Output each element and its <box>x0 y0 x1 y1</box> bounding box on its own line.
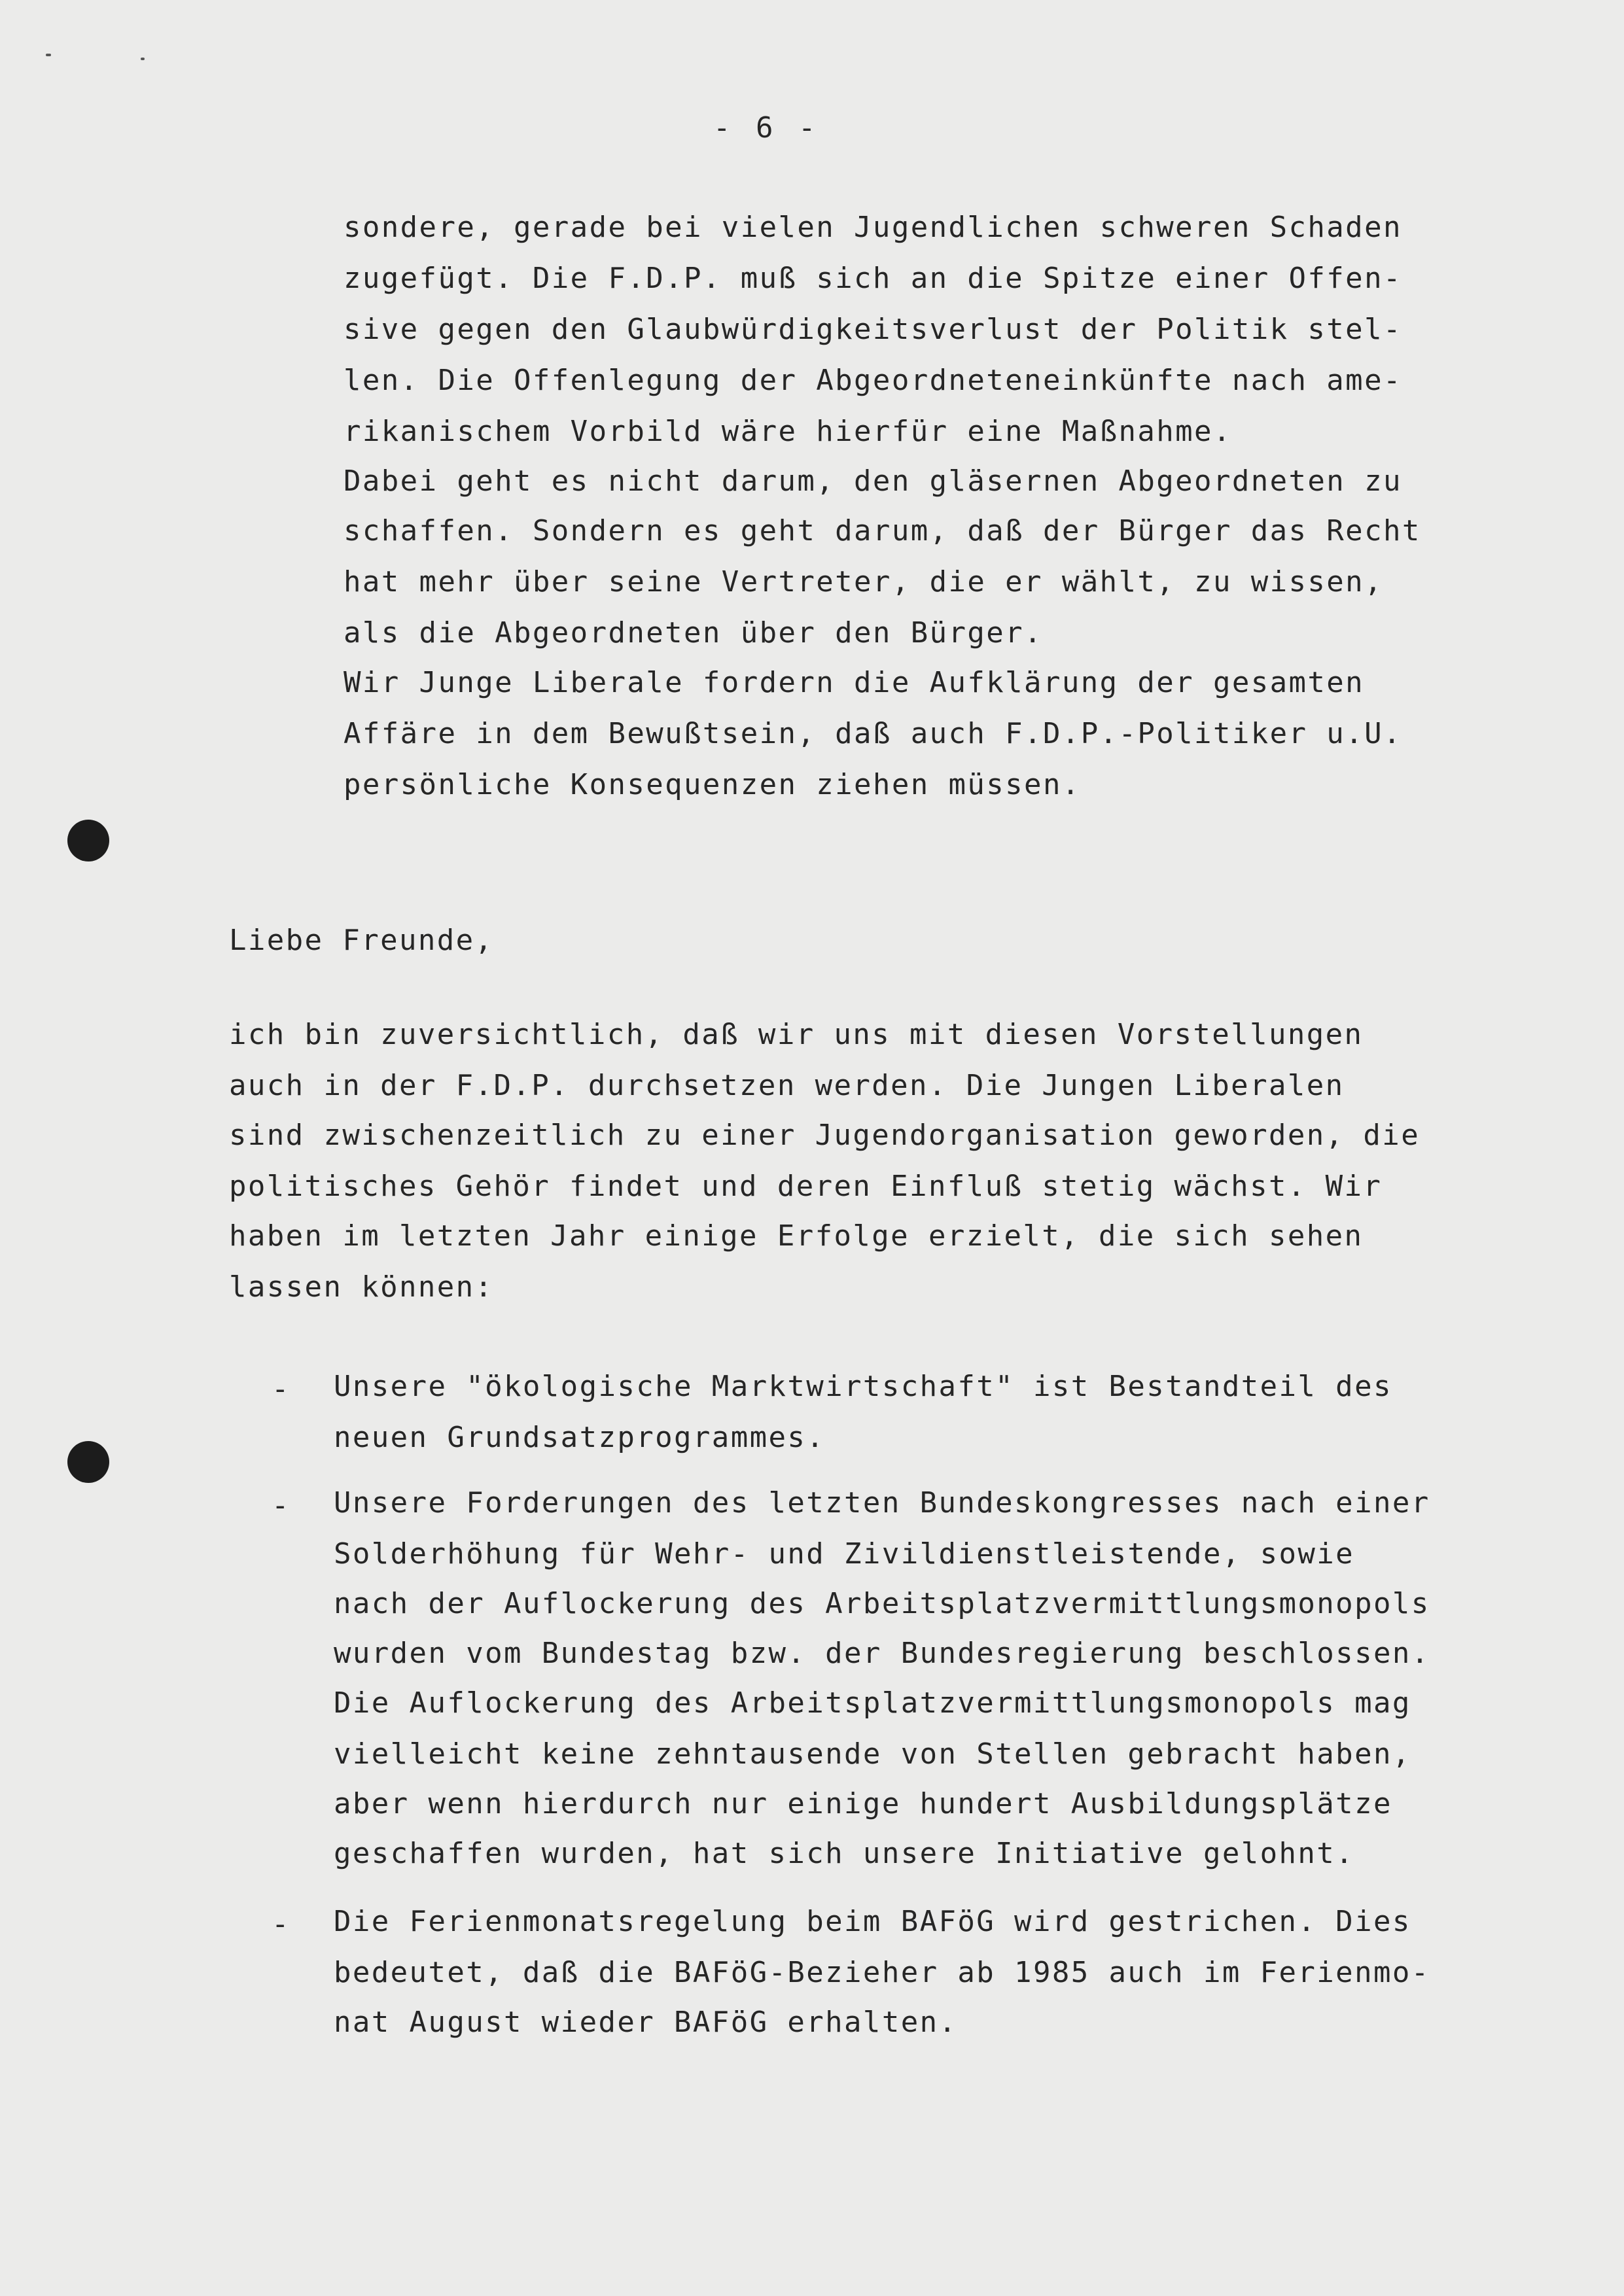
text-line: Die Auflockerung des Arbeitsplatzvermittlungsmonopols mag <box>334 1686 1411 1720</box>
text-line: len. Die Offenlegung der Abgeordneteneinkünfte nach ame- <box>344 364 1402 397</box>
text-line: wurden vom Bundestag bzw. der Bundesregierung beschlossen. <box>334 1637 1430 1670</box>
bullet-dash: - <box>272 1489 289 1522</box>
paper-speck <box>46 54 51 56</box>
text-line: als die Abgeordneten über den Bürger. <box>344 616 1043 650</box>
salutation: Liebe Freunde, <box>229 924 494 957</box>
text-line: Wir Junge Liberale fordern die Aufklärung der gesamten <box>344 666 1365 699</box>
text-line: nach der Auflockerung des Arbeitsplatzvermittlungsmonopols <box>334 1587 1430 1620</box>
text-line: vielleicht keine zehntausende von Stellen gebracht haben, <box>334 1737 1411 1771</box>
text-line: Dabei geht es nicht darum, den gläsernen Abgeordneten zu <box>344 464 1402 498</box>
text-line: Solderhöhung für Wehr- und Zivildienstleistende, sowie <box>334 1537 1355 1571</box>
text-line: politisches Gehör findet und deren Einfluß stetig wächst. Wir <box>229 1170 1383 1203</box>
text-line: aber wenn hierdurch nur einige hundert Ausbildungsplätze <box>334 1787 1392 1820</box>
text-line: ich bin zuversichtlich, daß wir uns mit diesen Vorstellungen <box>229 1018 1364 1051</box>
punch-hole <box>67 1441 109 1483</box>
text-line: hat mehr über seine Vertreter, die er wählt, zu wissen, <box>344 565 1383 599</box>
punch-hole <box>67 820 109 861</box>
text-line: Unsere Forderungen des letzten Bundeskongresses nach einer <box>334 1486 1430 1520</box>
text-line: Affäre in dem Bewußtsein, daß auch F.D.P.-Politiker u.U. <box>344 717 1402 750</box>
text-line: Unsere "ökologische Marktwirtschaft" ist Bestandteil des <box>334 1370 1392 1403</box>
text-line: Die Ferienmonatsregelung beim BAFöG wird gestrichen. Dies <box>334 1905 1411 1938</box>
text-line: neuen Grundsatzprogrammes. <box>334 1421 826 1454</box>
paper-speck <box>141 58 145 60</box>
page-number: - 6 - <box>713 111 820 145</box>
text-line: zugefügt. Die F.D.P. muß sich an die Spitze einer Offen- <box>344 262 1402 295</box>
text-line: persönliche Konsequenzen ziehen müssen. <box>344 768 1081 801</box>
text-line: haben im letzten Jahr einige Erfolge erzielt, die sich sehen <box>229 1219 1364 1253</box>
text-line: geschaffen wurden, hat sich unsere Initiative gelohnt. <box>334 1837 1355 1870</box>
text-line: rikanischem Vorbild wäre hierfür eine Maßnahme. <box>344 415 1232 448</box>
bullet-dash: - <box>272 1907 289 1941</box>
text-line: sind zwischenzeitlich zu einer Jugendorganisation geworden, die <box>229 1119 1421 1152</box>
text-line: sondere, gerade bei vielen Jugendlichen schweren Schaden <box>344 211 1402 244</box>
text-line: auch in der F.D.P. durchsetzen werden. Die Jungen Liberalen <box>229 1069 1345 1102</box>
text-line: bedeutet, daß die BAFöG-Bezieher ab 1985 auch im Ferienmo- <box>334 1956 1430 1989</box>
text-line: lassen können: <box>229 1270 494 1304</box>
text-line: sive gegen den Glaubwürdigkeitsverlust der Politik stel- <box>344 313 1402 346</box>
text-line: schaffen. Sondern es geht darum, daß der Bürger das Recht <box>344 514 1421 548</box>
text-line: nat August wieder BAFöG erhalten. <box>334 2006 958 2039</box>
bullet-dash: - <box>272 1372 289 1406</box>
